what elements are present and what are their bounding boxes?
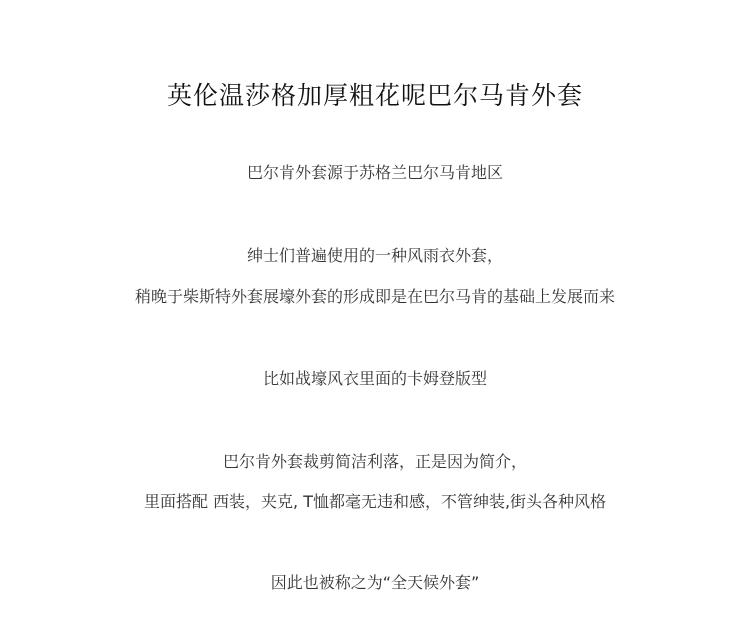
paragraph-line: 巴尔肯外套裁剪简洁利落，正是因为简介， (222, 452, 527, 471)
page-title: 英伦温莎格加厚粗花呢巴尔马肯外套 (166, 81, 583, 110)
paragraph-line: 绅士们普遍使用的一种风雨衣外套， (246, 246, 503, 265)
paragraph-line: 巴尔肯外套源于苏格兰巴尔马肯地区 (246, 163, 503, 182)
paragraph-line: 因此也被称之为“全天候外套” (270, 573, 480, 592)
paragraph-line: 里面搭配 西装，夹克, T恤都毫无违和感，不管绅装,街头各种风格 (143, 492, 607, 511)
paragraph-line: 稍晚于柴斯特外套展壕外套的形成即是在巴尔马肯的基础上发展而来 (134, 287, 615, 306)
paragraph-line: 比如战壕风衣里面的卡姆登版型 (262, 369, 487, 388)
